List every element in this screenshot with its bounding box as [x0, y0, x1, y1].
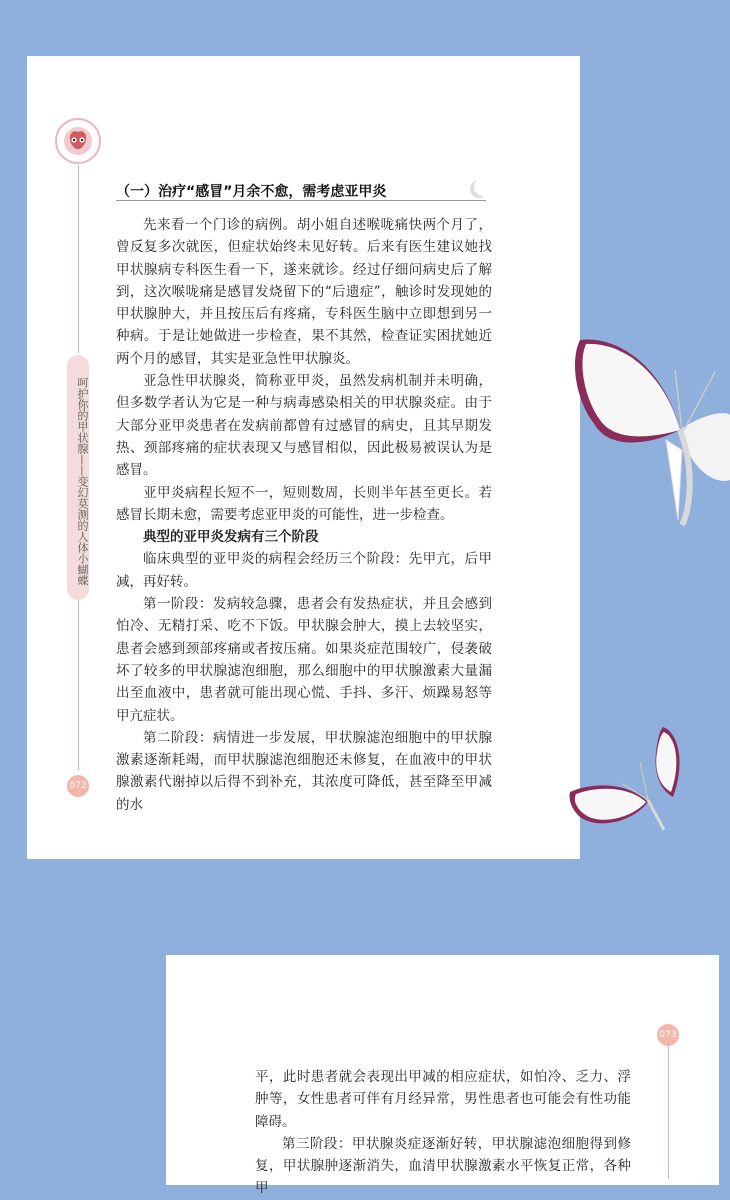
moon-icon [470, 180, 488, 198]
margin-line-bottom [78, 600, 79, 770]
thyroid-mascot-icon [55, 118, 101, 164]
body-text-right [255, 1066, 631, 1200]
paragraph: 先来看一个门诊的病例。胡小姐自述喉咙痛快两个月了，曾反复多次就医，但症状始终未见好转。后来有医生建议她找甲状腺病专科医生看一下，遂来就诊。经过仔细问病史后了解到，这次喉咙痛是感冒发烧留下的“后遗症”，触诊时发现她的甲状腺肿大，并且按压后有疼痛，专科医生脑中立即想到另一种病。于是让她做进一步检查，果不其然，检查证实困扰她近两个月的感冒，其实是亚急性甲状腺炎。 [116, 217, 492, 367]
paragraph: 平，此时患者就会表现出甲减的相应症状，如怕冷、乏力、浮肿等，女性患者可伴有月经异常，男性患者也可能会有性功能障碍。 [255, 1069, 631, 1130]
margin-line-right [668, 1046, 669, 1179]
large-butterfly-decoration [570, 330, 730, 535]
margin-line-top [78, 165, 79, 353]
small-butterfly-decoration [568, 722, 688, 832]
body-text-left [116, 214, 492, 816]
section-title: （一）治疗“感冒”月余不愈，需考虑亚甲炎 [116, 184, 387, 200]
paragraph: 临床典型的亚甲炎的病程会经历三个阶段：先甲亢，后甲减，再好转。 [116, 551, 492, 590]
subheading: 典型的亚甲炎发病有三个阶段 [143, 529, 319, 546]
paragraph: 第一阶段：发病较急骤，患者会有发热症状，并且会感到怕冷、无精打采、吃不下饭。甲状腺会肿大，摸上去较坚实，患者会感到颈部疼痛或者按压痛。如果炎症范围较广，侵袭破坏了较多的甲状腺滤泡细胞，那么细胞中的甲状腺激素大量漏出至血液中，患者就可能出现心慌、手抖、多汗、烦躁易怒等甲亢症状。 [116, 596, 492, 724]
paragraph: 第三阶段：甲状腺炎症逐渐好转，甲状腺滤泡细胞得到修复，甲状腺肿逐渐消失，血清甲状腺激素水平恢复正常，各种甲 [255, 1135, 631, 1197]
paragraph: 亚急性甲状腺炎，简称亚甲炎，虽然发病机制并未明确，但多数学者认为它是一种与病毒感染相关的甲状腺炎症。由于大部分亚甲炎患者在发病前都曾有过感冒的病史，且其早期发热、颈部疼痛的症状表现又与感冒相似，因此极易被误认为是感冒。 [116, 373, 492, 479]
book-spine-title: 呵护你的甲状腺——变幻莫测的人体小蝴蝶 [67, 355, 89, 600]
paragraph: 亚甲炎病程长短不一，短则数周，长则半年甚至更长。若感冒长期未愈，需要考虑亚甲炎的可能性，进一步检查。 [116, 484, 492, 523]
page-number-right: 073 [657, 1024, 679, 1046]
section-divider [116, 200, 486, 201]
page-number-left: 072 [67, 775, 89, 797]
paragraph: 第二阶段：病情进一步发展，甲状腺滤泡细胞中的甲状腺激素逐渐耗竭，而甲状腺滤泡细胞还未修复，在血液中的甲状腺激素代谢掉以后得不到补充，其浓度可降低，甚至降至甲减的水 [116, 729, 492, 813]
